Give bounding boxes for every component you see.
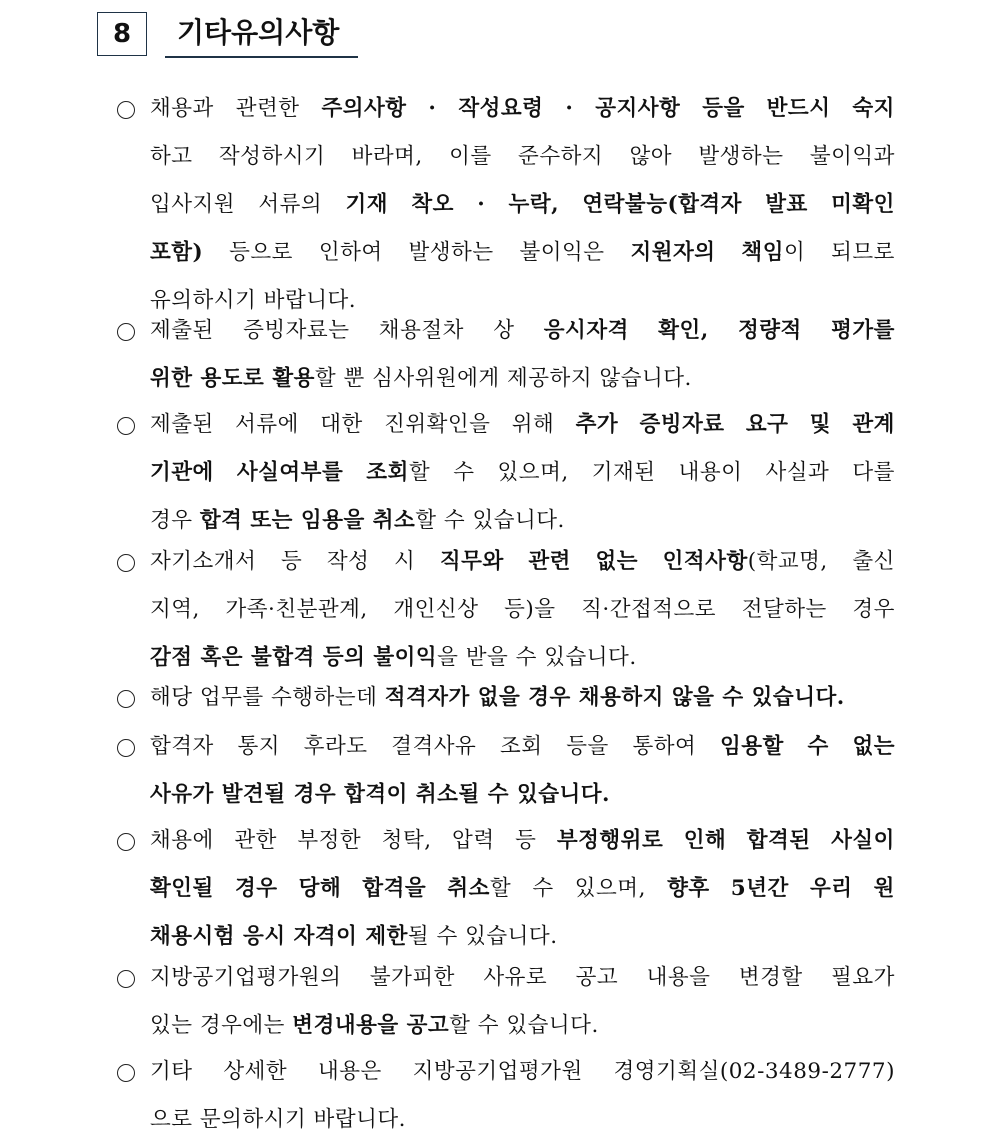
body-text: 인하여 [318,240,383,265]
circle-outline-icon [117,417,135,435]
body-text: 기타 [150,1059,193,1084]
emphasis-text: 없는 [852,734,895,759]
word [720,731,784,763]
word [483,962,547,994]
notice-line [150,141,895,173]
emphasis-text: 없는 [595,549,639,574]
body-text: 수 [453,460,475,485]
emphasis-text: 지원자의 [630,240,716,265]
body-text: 바라며, [351,144,423,169]
word [449,141,492,173]
word [684,825,727,857]
body-text: 있으며, [574,876,646,901]
body-text: 진위확인을 [384,412,491,437]
word [234,825,277,857]
emphasis-text: 확인, [658,318,709,343]
word [831,962,895,994]
word [320,409,363,441]
word [477,189,485,221]
body-text: 되므로 [831,240,895,265]
word [852,93,895,125]
emphasis-text: 경우 [234,876,278,901]
word [219,141,325,173]
body-text: 대한 [320,412,363,437]
word [150,189,235,221]
body-text: 있으며, [497,460,569,485]
section-number: 8 [97,12,147,56]
body-text: 자기소개서 [150,549,257,574]
notice-line [150,682,895,714]
body-text: 할 수 있습니다. [449,1013,599,1038]
body-text: 채용에 [150,828,214,853]
word [831,189,895,221]
body-text: 채용과 [150,96,214,121]
word [393,594,478,626]
emphasis-text: 기관에 [150,460,214,485]
emphasis-text: 주의사항 [321,96,407,121]
word [150,93,214,125]
emphasis-text: 직무와 [439,549,504,574]
emphasis-text: · [565,96,574,121]
circle-outline-icon [117,739,135,757]
notice-line [150,315,895,347]
word [150,594,200,626]
word [243,315,349,347]
body-text: 지방공기업평가원의 [150,965,342,990]
notice-line [150,1010,895,1042]
emphasis-text: 인적사항 [662,549,748,574]
word [739,962,803,994]
word [592,457,656,489]
word [235,409,299,441]
word [453,457,474,489]
word [582,189,742,221]
word [810,873,853,905]
word [321,93,406,125]
word [810,141,895,173]
emphasis-text: 향후 [667,876,710,901]
body-text: 불이익은 [519,240,605,265]
body-text: 수 [532,876,554,901]
word [544,315,629,347]
word [352,141,423,173]
word [810,409,831,441]
emphasis-text: 책임 [741,240,784,265]
word [766,457,830,489]
notice-line [150,285,895,317]
word [852,731,895,763]
body-text: 청탁, [381,828,432,853]
circle-outline-icon [117,554,135,572]
body-text: 부정한 [297,828,362,853]
emphasis-text: · [428,96,437,121]
word [498,457,569,489]
word [500,731,543,763]
notice-line [150,1056,895,1088]
emphasis-text: 공지사항 [595,96,681,121]
body-text: 등으로 [229,240,293,265]
body-text: 제출된 [150,318,214,343]
word [731,873,789,905]
emphasis-text: 기재 [345,192,389,217]
word [595,546,638,578]
word [223,1056,287,1088]
word [658,315,709,347]
circle-outline-icon [117,970,135,988]
word [742,594,827,626]
body-text: 통하여 [632,734,697,759]
body-text: 지방공기업평가원 [412,1059,583,1084]
word [565,93,573,125]
emphasis-text: 수 [807,734,829,759]
word [528,546,571,578]
word [566,731,609,763]
notice-line [150,779,895,811]
emphasis-text: 사실여부를 [236,460,344,485]
notice-line [150,1104,895,1136]
word [379,315,464,347]
word [384,409,490,441]
body-text: 등 [280,549,303,574]
body-text: 사실과 [765,460,830,485]
body-text: 을 받을 수 있습니다. [437,645,637,670]
body-text: 할 [408,460,431,485]
word [319,237,383,269]
circle-outline-icon [117,323,135,341]
word [370,962,455,994]
emphasis-text: 채용시험 응시 자격이 제한 [150,924,408,949]
word [647,962,711,994]
emphasis-text: 취소 [447,876,490,901]
word [236,93,300,125]
body-text: 전달하는 [741,597,827,622]
emphasis-text: 사유가 발견될 경우 합격이 취소될 수 있습니다. [150,782,611,807]
notice-line [150,505,895,537]
word [258,189,322,221]
body-text: 해당 업무를 수행하는데 [150,685,385,710]
word [150,825,214,857]
word [297,825,361,857]
notice-line [150,962,895,994]
word [702,93,745,125]
body-text: 경우 [852,597,895,622]
body-text: 변경할 [738,965,803,990]
word [679,457,743,489]
emphasis-text: 당해 [298,876,342,901]
word [428,93,436,125]
body-text: 위해 [511,412,555,437]
word [150,315,214,347]
body-text: 내용이 [678,460,743,485]
emphasis-text: 착오 [411,192,454,217]
word [640,409,725,441]
body-text: 내용은 [317,1059,382,1084]
emphasis-text: 추가 [575,412,619,437]
word [304,731,368,763]
notice-line [150,189,895,221]
word [150,409,214,441]
body-text: 경영기획실(02-3489-2777) [613,1059,895,1084]
emphasis-text: 5년간 [730,876,789,901]
word [409,237,494,269]
word [391,731,476,763]
word [150,873,214,905]
notice-line [150,825,895,857]
word [237,457,343,489]
body-text: 내용을 [646,965,711,990]
body-text: 압력 [452,828,495,853]
body-text: 관한 [234,828,277,853]
circle-outline-icon [117,833,135,851]
emphasis-text: 사실이 [831,828,895,853]
body-text: 다를 [852,460,895,485]
emphasis-text: 부정행위로 [556,828,664,853]
emphasis-text: 합격된 [746,828,811,853]
notice-line [150,237,895,269]
emphasis-text: 연락불능 [582,192,668,217]
word [452,825,495,857]
body-text: 개인신상 [393,597,479,622]
body-text: 필요가 [831,965,895,990]
word [581,594,716,626]
word [238,731,281,763]
body-text: 제출된 [150,412,214,437]
word [632,731,696,763]
emphasis-text: 우리 [809,876,853,901]
body-text: 으로 문의하시기 바랍니다. [150,1107,406,1132]
word [150,546,256,578]
body-text: 불가피한 [369,965,455,990]
word [630,237,715,269]
emphasis-text: 임용할 [719,734,784,759]
emphasis-text: 확인될 [150,876,214,901]
word [747,825,811,857]
notice-line [150,873,895,905]
body-text: 이 [783,240,806,265]
word [318,1056,382,1088]
emphasis-text: 누락, [508,192,560,217]
word [614,1056,895,1088]
body-text: 준수하지 [518,144,604,169]
body-text: 통지 [237,734,281,759]
word [150,237,203,269]
word [150,141,193,173]
body-text: 않아 [629,144,673,169]
word [382,825,432,857]
emphasis-text: 적격자가 없을 경우 채용하지 않을 수 있습니다. [384,685,845,710]
emphasis-text: · [477,192,486,217]
notice-line [150,921,895,953]
emphasis-text: 관계 [852,412,895,437]
word [413,1056,583,1088]
body-text: 작성하시기 [218,144,326,169]
word [458,93,543,125]
emphasis-text: 조회 [366,460,409,485]
word [852,594,895,626]
word [362,873,426,905]
body-text: 작성 [326,549,370,574]
word [667,873,710,905]
emphasis-text: 증빙자료 [639,412,725,437]
circle-outline-icon [117,690,135,708]
word [225,594,367,626]
body-text: 후라도 [303,734,368,759]
body-text: 사유로 [483,965,548,990]
word [852,409,895,441]
word [532,873,553,905]
word [831,825,895,857]
body-text: 유의하시기 바랍니다. [150,288,357,313]
word [557,825,663,857]
body-text: 지역, [150,597,200,622]
word [150,457,214,489]
emphasis-text: 원 [873,876,895,901]
body-text: 공고 [575,965,619,990]
word [746,409,789,441]
word [629,141,672,173]
body-text: (학교명, [747,549,828,574]
word [767,93,831,125]
body-text: 할 [489,876,512,901]
body-text: 시 [394,549,416,574]
word [663,546,828,578]
body-text: 이를 [449,144,492,169]
word [852,457,895,489]
section-title: 기타유의사항 [165,12,358,58]
word [493,315,514,347]
body-text: 발생하는 [408,240,494,265]
emphasis-text: 및 [809,412,832,437]
emphasis-text: 숙지 [852,96,895,121]
emphasis-text: 평가를 [831,318,895,343]
word [411,189,454,221]
word [366,457,430,489]
body-text: 하고 [150,144,193,169]
emphasis-text: 등을 [702,96,745,121]
emphasis-text: 미확인 [831,192,895,217]
emphasis-text: 변경내용을 공고 [292,1013,450,1038]
body-text: 등을 [566,734,609,759]
notice-line [150,642,895,674]
word [738,315,802,347]
notice-line [150,594,895,626]
body-text: 있는 경우에는 [150,1013,293,1038]
body-text: 할 수 있습니다. [415,508,565,533]
notice-line [150,93,895,125]
word [504,594,555,626]
notice-line [150,409,895,441]
word [235,873,278,905]
body-text: 기재된 [591,460,656,485]
body-text: 등)을 [504,597,556,622]
body-text: 출신 [852,549,895,574]
body-text: 될 수 있습니다. [407,924,558,949]
circle-outline-icon [117,1064,135,1082]
emphasis-text: 인해 [683,828,727,853]
word [741,237,805,269]
word [519,237,604,269]
emphasis-text: 요구 [745,412,789,437]
body-text: 조회 [500,734,543,759]
emphasis-text: 정량적 [738,318,802,343]
word [150,962,341,994]
word [447,873,511,905]
body-text: 서류에 [235,412,299,437]
word [515,825,536,857]
body-text: 서류의 [258,192,323,217]
word [299,873,342,905]
word [765,189,808,221]
word [327,546,370,578]
body-text: 합격자 [150,734,214,759]
word [229,237,293,269]
body-text: 증빙자료는 [243,318,350,343]
notice-line [150,731,895,763]
word [576,962,619,994]
word [831,315,895,347]
emphasis-text: 관련 [528,549,571,574]
word [512,409,555,441]
body-text: 상 [493,318,515,343]
emphasis-text: 작성요령 [458,96,544,121]
body-text: 발생하는 [698,144,784,169]
word [807,731,828,763]
word [440,546,504,578]
notice-line [150,363,895,395]
body-text: 결격사유 [391,734,477,759]
emphasis-text: 응시자격 [543,318,629,343]
body-text: 경우 [150,508,200,533]
body-text: 가족·친분관계, [225,597,368,622]
emphasis-text: (합격자 [667,192,742,217]
word [698,141,783,173]
body-text: 불이익과 [809,144,895,169]
notice-line [150,457,895,489]
word [595,93,680,125]
word [831,237,895,269]
emphasis-text: 감점 혹은 불합격 등의 불이익 [150,645,438,670]
emphasis-text: 반드시 [766,96,831,121]
emphasis-text: 위한 용도로 활용 [150,366,315,391]
circle-outline-icon [117,101,135,119]
word [346,189,389,221]
word [509,189,560,221]
body-text: 직·간접적으로 [581,597,717,622]
word [394,546,415,578]
word [518,141,603,173]
word [281,546,302,578]
notice-line [150,546,895,578]
word [575,873,646,905]
body-text: 관련한 [235,96,300,121]
body-text: 채용절차 [378,318,464,343]
word [150,731,214,763]
emphasis-text: 합격 또는 임용을 취소 [199,508,416,533]
emphasis-text: 발표 [765,192,808,217]
emphasis-text: 포함) [150,240,204,265]
word [150,1056,193,1088]
word [874,873,895,905]
word [576,409,619,441]
body-text: 입사지원 [150,192,236,217]
body-text: 등 [515,828,537,853]
body-text: 할 뿐 심사위원에게 제공하지 않습니다. [314,366,692,391]
word [852,546,895,578]
emphasis-text: 합격을 [362,876,427,901]
body-text: 상세한 [223,1059,288,1084]
